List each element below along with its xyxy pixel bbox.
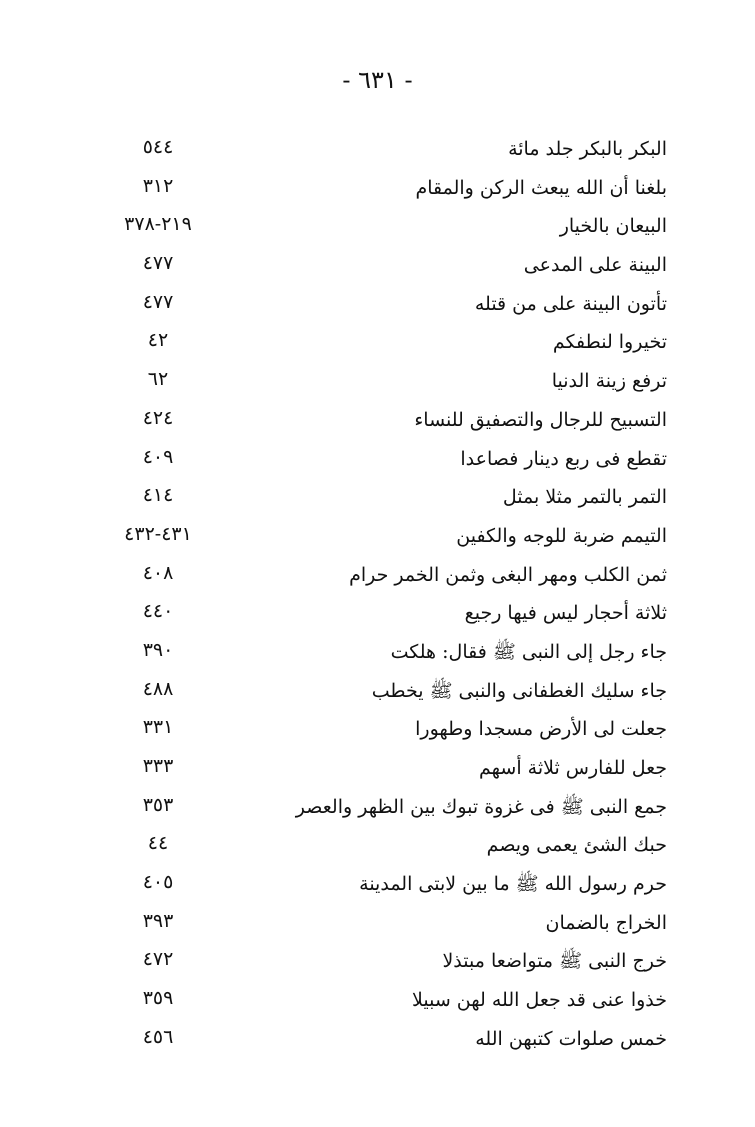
list-item bbox=[0, 867, 755, 906]
page-number: - ٦٣١ - bbox=[342, 66, 413, 94]
list-item bbox=[0, 828, 755, 867]
entry-text: البينة على المدعى bbox=[523, 254, 667, 277]
entry-page-ref: ٣٥٣ bbox=[142, 793, 174, 816]
list-item bbox=[0, 325, 755, 364]
list-item bbox=[0, 558, 755, 597]
list-item bbox=[0, 596, 755, 635]
entry-text: حبك الشئ يعمى ويصم bbox=[486, 834, 667, 857]
list-item bbox=[0, 751, 755, 790]
entry-page-ref: ٤٠٨ bbox=[142, 561, 174, 584]
entry-text: تأتون البينة على من قتله bbox=[474, 292, 667, 315]
entry-text: التيمم ضربة للوجه والكفين bbox=[456, 524, 667, 547]
entry-page-ref: ٤٧٢ bbox=[142, 948, 174, 971]
hadith-index-list bbox=[0, 132, 755, 1061]
entry-page-ref: ٣٥٩ bbox=[142, 987, 174, 1010]
entry-page-ref: ٤٠٩ bbox=[142, 445, 174, 468]
list-item bbox=[0, 364, 755, 403]
entry-text: البكر بالبكر جلد مائة bbox=[508, 138, 667, 160]
list-item bbox=[0, 790, 755, 829]
entry-page-ref: ٣٩٣ bbox=[142, 909, 174, 932]
entry-page-ref: ٤٠٥ bbox=[142, 871, 174, 894]
list-item bbox=[0, 1022, 755, 1061]
list-item bbox=[0, 712, 755, 751]
entry-text: جاء رجل إلى النبى ﷺ فقال: هلكت bbox=[390, 640, 667, 663]
entry-page-ref: ٤٢ bbox=[147, 329, 169, 352]
entry-text: جمع النبى ﷺ فى غزوة تبوك بين الظهر والعصر bbox=[295, 795, 667, 818]
list-item bbox=[0, 519, 755, 558]
entry-text: جاء سليك الغطفانى والنبى ﷺ يخطب bbox=[371, 679, 667, 702]
list-item bbox=[0, 248, 755, 287]
list-item bbox=[0, 944, 755, 983]
entry-page-ref: ٤٨٨ bbox=[142, 677, 174, 700]
entry-text: خذوا عنى قد جعل الله لهن سبيلا bbox=[412, 989, 667, 1012]
entry-page-ref: ٥٤٤ bbox=[142, 136, 174, 158]
entry-page-ref: ٣٣٣ bbox=[142, 755, 174, 777]
list-item bbox=[0, 132, 755, 171]
list-item bbox=[0, 171, 755, 210]
entry-page-ref: ٤٢٤ bbox=[142, 406, 174, 429]
entry-page-ref: ٢١٩-٣٧٨ bbox=[124, 213, 192, 236]
list-item bbox=[0, 906, 755, 945]
entry-text: تقطع فى ربع دينار فصاعدا bbox=[460, 447, 667, 470]
entry-text: خمس صلوات كتبهن الله bbox=[475, 1027, 667, 1050]
entry-text: ثلاثة أحجار ليس فيها رجيع bbox=[464, 602, 667, 625]
entry-text: جعل للفارس ثلاثة أسهم bbox=[479, 757, 667, 779]
entry-text: بلغنا أن الله يبعث الركن والمقام bbox=[415, 176, 667, 199]
list-item bbox=[0, 480, 755, 519]
list-item bbox=[0, 442, 755, 481]
entry-page-ref: ٤٥٦ bbox=[142, 1025, 174, 1048]
entry-page-ref: ٤٤ bbox=[147, 832, 169, 855]
entry-page-ref: ٣٣١ bbox=[142, 716, 174, 739]
list-item bbox=[0, 635, 755, 674]
entry-text: خرج النبى ﷺ متواضعا مبتذلا bbox=[442, 950, 667, 973]
list-item bbox=[0, 287, 755, 326]
entry-text: تخيروا لنطفكم bbox=[552, 331, 667, 354]
entry-page-ref: ٤٧٧ bbox=[142, 252, 174, 275]
list-item bbox=[0, 403, 755, 442]
entry-text: التمر بالتمر مثلا بمثل bbox=[502, 486, 667, 509]
list-item bbox=[0, 674, 755, 713]
entry-page-ref: ٣١٢ bbox=[142, 174, 174, 197]
entry-page-ref: ٦٢ bbox=[147, 368, 169, 391]
list-item bbox=[0, 209, 755, 248]
entry-page-ref: ٤١٤ bbox=[142, 484, 174, 507]
entry-text: التسبيح للرجال والتصفيق للنساء bbox=[414, 408, 667, 431]
entry-text: حرم رسول الله ﷺ ما بين لابتى المدينة bbox=[359, 873, 667, 896]
list-item bbox=[0, 983, 755, 1022]
entry-page-ref: ٤٧٧ bbox=[142, 290, 174, 313]
entry-text: ترفع زينة الدنيا bbox=[551, 370, 667, 393]
entry-page-ref: ٤٤٠ bbox=[142, 600, 174, 623]
entry-text: جعلت لى الأرض مسجدا وطهورا bbox=[415, 718, 667, 741]
entry-text: ثمن الكلب ومهر البغى وثمن الخمر حرام bbox=[349, 563, 667, 586]
entry-page-ref: ٤٣١-٤٣٢ bbox=[124, 522, 192, 545]
entry-text: الخراج بالضمان bbox=[545, 911, 667, 934]
entry-text: البيعان بالخيار bbox=[559, 215, 667, 238]
entry-page-ref: ٣٩٠ bbox=[142, 638, 174, 661]
